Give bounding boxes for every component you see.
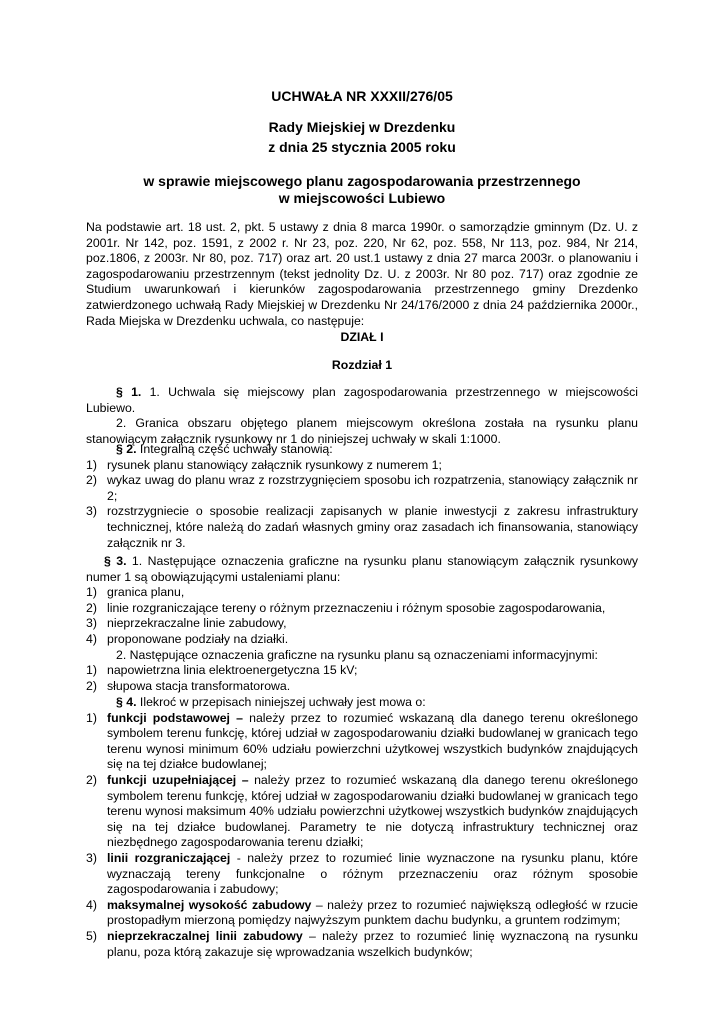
resolution-title: UCHWAŁA NR XXXII/276/05	[271, 88, 453, 104]
list-item: 3) rozstrzygniecie o sposobie realizacji zapisanych w planie inwestycji z zakresu infrastruktury technicznej, które należą do zadań własnych gminy oraz zasadach ich finansowania, stanowiący załącznik nr 3.	[86, 504, 638, 550]
section-4-mark: § 4.	[116, 695, 137, 709]
chapter-heading: Rozdział 1	[331, 358, 393, 372]
definition-item: 1) funkcji podstawowej – należy przez to rozumieć wskazaną dla danego terenu określonego symbolem terenu funkcję, której udział w zagospodarowaniu działki budowlanej w granicach tego terenu wynosi minimum 60% udziału powierzchni użytkowej wszystkich budynków znajdujących się na tej działce budowlanej;	[86, 710, 638, 772]
definition-term: nieprzekraczalnej linii zabudowy	[107, 928, 303, 943]
section-3-par-2: 2. Następujące oznaczenia graficzne na rysunku planu są oznaczeniami informacyjnymi:	[116, 647, 598, 662]
section-1	[86, 385, 638, 447]
section-2-list	[86, 458, 638, 552]
list-item: 1) granica planu,	[86, 585, 185, 600]
section-1-par-2: 2. Granica obszaru objętego planem miejscowym określona została na rysunku planu stanowiącym załącznik rysunkowy nr 1 do niniejszej uchwały w skali 1:1000.	[86, 416, 638, 446]
section-2-mark: § 2.	[116, 442, 137, 456]
definition-item: 3) linii rozgraniczającej - należy przez to rozumieć linie wyznaczone na rysunku planu, które wyznaczają tereny funkcjonalne o różnym przeznaczeniu oraz różnym sposobie zagospodarowania i zabudowy;	[86, 850, 638, 897]
definition-term: funkcji podstawowej –	[107, 710, 243, 725]
section-1-par-1: § 1. 1. Uchwala się miejscowy plan zagospodarowania przestrzennego w miejscowości Lubiewo.	[86, 385, 638, 415]
section-2	[86, 442, 638, 551]
list-item: 2) słupowa stacja transformatorowa.	[86, 678, 291, 693]
list-item: 1) napowietrzna linia elektroenergetyczna 15 kV;	[86, 663, 358, 678]
definition-term: linii rozgraniczającej	[107, 850, 231, 865]
list-item: 4) proponowane podziały na działki.	[86, 631, 289, 646]
definition-item: 4) maksymalnej wysokość zabudowy – należy przez to rozumieć największą odległość w rzucie prostopadłym mierzoną pomiędzy najwyższym punktem dachu budynku, a gruntem rodzimym;	[86, 897, 638, 928]
list-item: 3) nieprzekraczalne linie zabudowy,	[86, 616, 287, 631]
definition-term: funkcji uzupełniającej –	[107, 772, 249, 787]
list-item: 1) rysunek planu stanowiący załącznik rysunkowy z numerem 1;	[86, 457, 442, 472]
section-4	[86, 695, 638, 960]
list-item: 2) wykaz uwag do planu wraz z rozstrzygnięciem sposobu ich rozpatrzenia, stanowiący załącznik nr 2;	[86, 473, 638, 503]
section-3	[86, 554, 638, 694]
section-4-list	[86, 711, 638, 961]
division-heading: DZIAŁ I	[340, 330, 384, 344]
section-3-list-2	[86, 663, 638, 694]
subject-line-1: w sprawie miejscowego planu zagospodarowania przestrzennego	[143, 173, 581, 189]
definition-item: 2) funkcji uzupełniającej – należy przez to rozumieć wskazaną dla danego terenu określonego symbolem terenu funkcję, której udział w zagospodarowaniu działki budowlanej w granicach tego terenu wynosi maksimum 40% udziału powierzchni użytkowej wszystkich budynków znajdujących się na tej działce budowlanej. Parametry te nie dotyczą infrastruktury technicznej oraz niezbędnego zagospodarowania terenu działki;	[86, 772, 639, 850]
section-4-intro: § 4. Ilekroć w przepisach niniejszej uchwały jest mowa o:	[116, 695, 426, 709]
section-1-mark: § 1.	[116, 385, 142, 399]
definition-item: 5) nieprzekraczalnej linii zabudowy – należy przez to rozumieć linię wyznaczoną na rysunku planu, poza którą zakazuje się wprowadzania wszelkich budynków;	[86, 928, 638, 959]
issuer: Rady Miejskiej w Drezdenku	[268, 119, 456, 135]
definition-term: maksymalnej wysokość zabudowy	[107, 897, 312, 912]
section-2-intro: § 2. Integralną część uchwały stanowią:	[116, 442, 333, 456]
preamble: Na podstawie art. 18 ust. 2, pkt. 5 ustawy z dnia 8 marca 1990r. o samorządzie gminnym (Dz. U. z 2001r. Nr 142, poz. 1591, z 2002 r. Nr 23, poz. 220, Nr 62, poz. 558, Nr 113, poz. 984, Nr 214, poz.1806, z 2003r. Nr 80, poz. 717) oraz art. 20 ust.1 ustawy z dnia 27 marca 2003r. o planowaniu i zagospodarowaniu przestrzennym (tekst jednolity Dz. U. z 2003r. Nr 80 poz. 717) oraz zgodnie ze Studium uwarunkowań i kierunków zagospodarowania przestrzennego gminy Drezdenko zatwierdzonego uchwałą Rady Miejskiej w Drezdenku Nr 24/176/2000 z dnia 24 października 2000r., Rada Miejska w Drezdenku uchwala, co następuje:	[86, 220, 638, 328]
subject-line-2: w miejscowości Lubiewo	[278, 190, 446, 206]
resolution-date: z dnia 25 stycznia 2005 roku	[268, 139, 456, 155]
section-3-mark: § 3.	[104, 554, 127, 568]
list-item: 2) linie rozgraniczające tereny o różnym przeznaczeniu i różnym sposobie zagospodarowania,	[86, 600, 606, 615]
section-3-list	[86, 585, 638, 647]
section-3-intro: § 3. 1. Następujące oznaczenia graficzne na rysunku planu stanowiącym załącznik rysunkowy numer 1 są obowiązującymi ustaleniami planu:	[86, 554, 638, 584]
